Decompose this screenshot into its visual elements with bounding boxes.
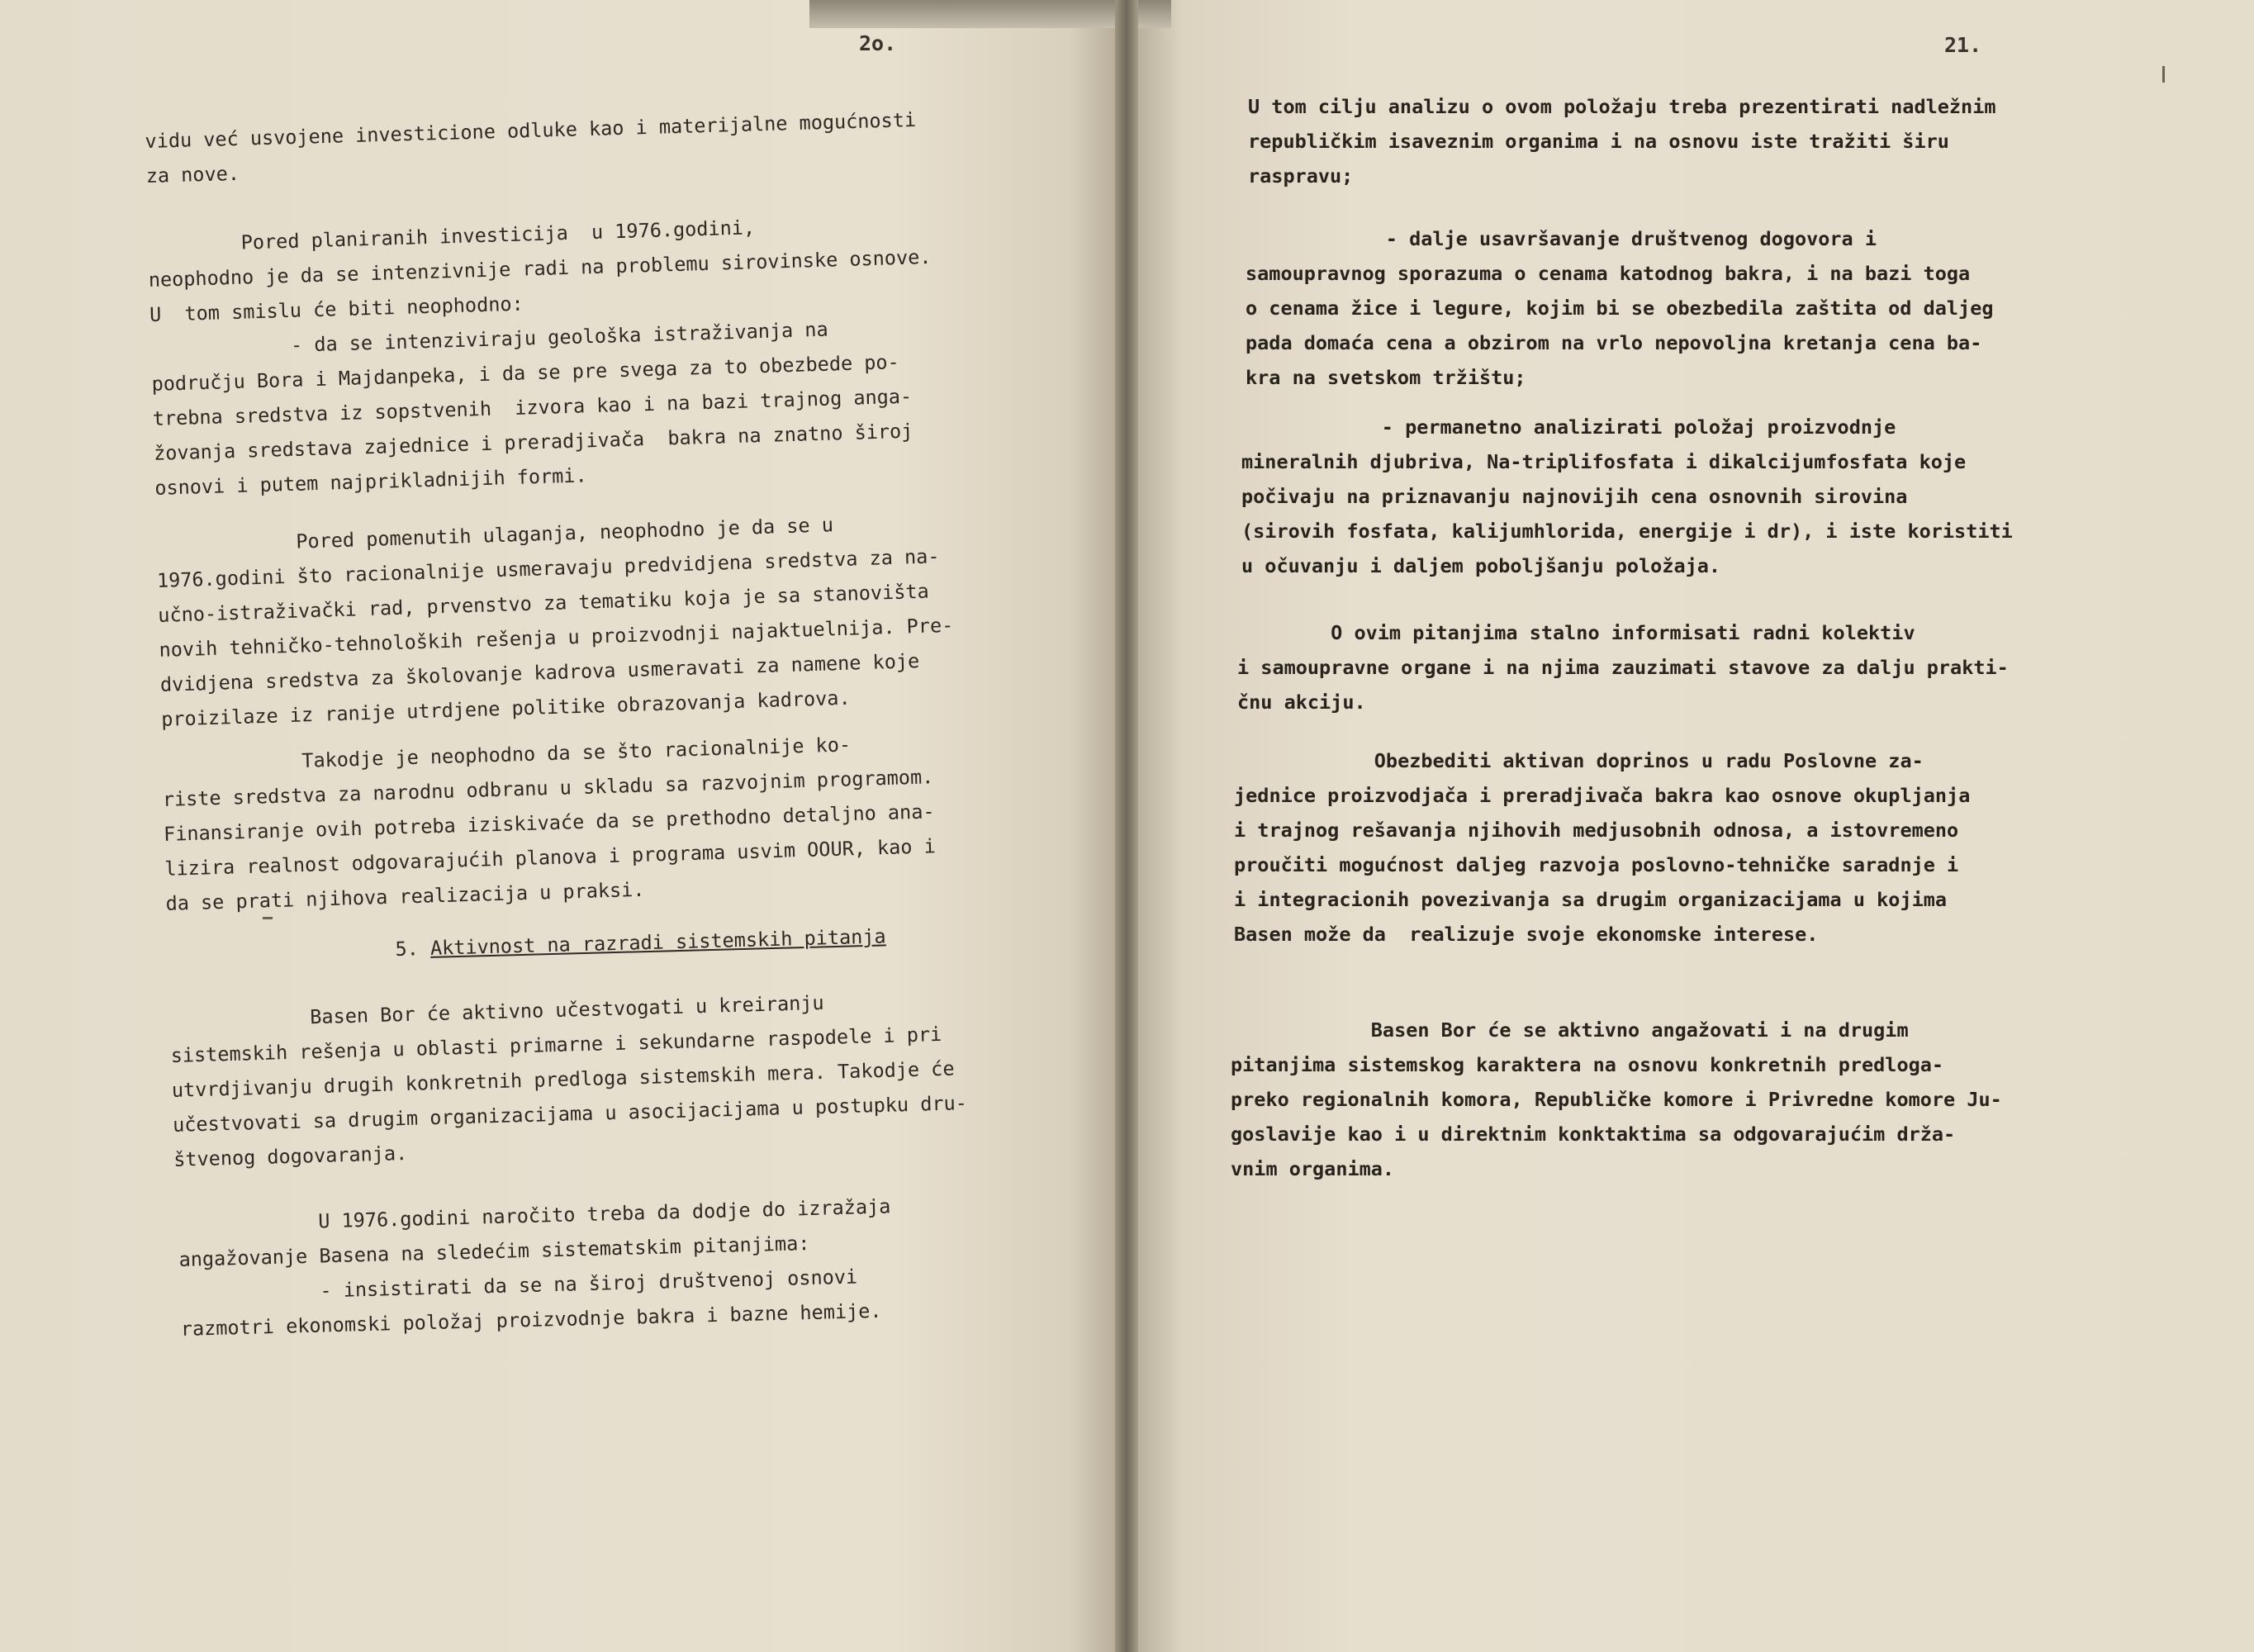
text-line: republičkim isaveznim organima i na osnovu iste tražiti širu [1248, 130, 1949, 153]
text-line: proučiti mogućnost daljeg razvoja poslovno-tehničke saradnje i [1234, 853, 1959, 876]
text-line: trebna sredstva iz sopstvenih izvora kao i na bazi trajnog anga- [152, 384, 913, 430]
text-line: o cenama žice i legure, kojim bi se obezbedila zaštita od daljeg [1246, 297, 1994, 320]
text-line: i trajnog rešavanja njihovih medjusobnih odnosa, a istovremeno [1234, 819, 1959, 842]
text-line: vidu već usvojene investicione odluke kao i materijalne mogućnosti [145, 107, 917, 153]
stray-mark [263, 917, 273, 919]
text-line: i samoupravne organe i na njima zauzimati stavove za dalju prakti- [1237, 656, 2009, 679]
text-line: pada domaća cena a obzirom na vrlo nepovoljna kretanja cena ba- [1246, 331, 1982, 354]
text-line: 1976.godini što racionalnije usmeravaju predvidjena sredstva za na- [156, 544, 940, 592]
text-line: počivaju na priznavanju najnovijih cena osnovnih sirovina [1241, 485, 1908, 508]
text-line: i integracionih povezivanja sa drugim organizacijama u kojima [1234, 888, 1948, 911]
text-line: vnim organima. [1231, 1157, 1395, 1180]
text-line: području Bora i Majdanpeka, i da se pre svega za to obezbede po- [151, 350, 900, 396]
heading-number: 5. [395, 937, 420, 961]
text-line: pitanjima sistemskog karaktera na osnovu konkretnih predloga- [1231, 1053, 1944, 1076]
text-line: Obezbediti aktivan doprinos u radu Poslovne za- [1234, 749, 1924, 772]
text-line: u očuvanju i daljem poboljšanju položaja. [1241, 554, 1721, 577]
paragraph-6 [178, 1189, 894, 1346]
page-number: 2o. [859, 31, 897, 55]
text-line: Basen Bor će aktivno učestvogati u kreiranju [169, 990, 824, 1032]
text-line: neophodno je da se intenzivnije radi na problemu sirovinske osnove. [148, 244, 932, 292]
paragraph-1 [145, 102, 918, 193]
torn-edge [1138, 0, 1171, 28]
text-line: da se prati njihova realizacija u praksi. [165, 877, 645, 915]
text-line: učno-istraživački rad, prvenstvo za tematiku koja je sa stanovišta [157, 579, 930, 627]
stray-mark [2162, 66, 2165, 83]
paragraph-3 [155, 504, 956, 737]
page-number: 21. [1944, 33, 1982, 57]
text-line: dvidjena sredstva za školovanje kadrova usmeravati za namene koje [159, 649, 920, 696]
text-line: Basen Bor će se aktivno angažovati i na drugim [1231, 1018, 1909, 1042]
left-page [0, 0, 1115, 1652]
heading-title: Aktivnost na razradi sistemskih pitanja [429, 924, 886, 960]
text-line: sistemskih rešenja u oblasti primarne i sekundarne raspodele i pri [170, 1022, 942, 1067]
section-heading [395, 919, 886, 966]
right-page [1138, 0, 2254, 1652]
paragraph-6 [1231, 1013, 2002, 1186]
text-line: jednice proizvodjača i preradjivača bakra kao osnove okupljanja [1234, 784, 1971, 807]
text-line: U tom cilju analizu o ovom položaju treba prezentirati nadležnim [1248, 95, 1996, 118]
text-line: razmotri ekonomski položaj proizvodnje bakra i bazne hemije. [180, 1298, 882, 1341]
text-line: Finansiranje ovih potreba iziskivaće da se prethodno detaljno ana- [163, 800, 935, 846]
text-line: raspravu; [1248, 164, 1354, 188]
text-line: samoupravnog sporazuma o cenama katodnog bakra, i na bazi toga [1246, 262, 1971, 285]
text-line: - permanetno analizirati položaj proizvodnje [1241, 415, 1896, 439]
paragraph-4 [1237, 615, 2009, 719]
text-line: kra na svetskom tržištu; [1246, 366, 1526, 389]
bleed-through-text [149, 1404, 695, 1437]
text-line: mineralnih djubriva, Na-triplifosfata i dikalcijumfosfata koje [1241, 450, 1967, 473]
text-line: riste sredstva za narodnu odbranu u skladu sa razvojnim programom. [162, 765, 934, 811]
text-line: preko regionalnih komora, Republičke komore i Privredne komore Ju- [1231, 1088, 2002, 1111]
text-line: čnu akciju. [1237, 691, 1366, 714]
paragraph-2 [1246, 221, 1993, 395]
text-line: Pored pomenutih ulaganja, neophodno je da se u [155, 513, 834, 558]
paragraph-5 [1234, 743, 1970, 952]
paragraph-3 [1241, 410, 2013, 583]
paragraph-5 [169, 981, 969, 1177]
paragraph-2 [147, 205, 937, 506]
book-gutter [1115, 0, 1138, 1652]
text-line: osnovi i putem najprikladnijih formi. [154, 463, 588, 500]
text-line: (sirovih fosfata, kalijumhlorida, energije i dr), i iste koristiti [1241, 520, 2013, 543]
text-line: - da se intenziviraju geološka istraživanja na [149, 317, 829, 361]
text-line: goslavije kao i u direktnim konktaktima sa odgovarajućim drža- [1231, 1123, 1956, 1146]
paragraph-4 [161, 724, 937, 921]
text-line: štvenog dogovaranja. [173, 1142, 408, 1171]
text-line: O ovim pitanjima stalno informisati radni kolektiv [1237, 621, 1915, 644]
text-line: žovanja sredstava zajednice i preradjivača bakra na znatno široj [153, 419, 913, 465]
text-line: proizilaze iz ranije utrdjene politike obrazovanja kadrova. [160, 686, 852, 731]
torn-edge [809, 0, 1115, 28]
text-line: za nove. [145, 161, 240, 188]
text-line: U tom smislu će biti neophodno: [149, 292, 524, 326]
text-line: Basen može da realizuje svoje ekonomske interese. [1234, 923, 1819, 946]
text-line: utvrdjivanju drugih konkretnih predloga sistemskih mera. Takodje će [171, 1056, 955, 1102]
text-line: učestvovati sa drugim organizacijama u asocijacijama u postupku dru- [172, 1091, 968, 1137]
text-line: - insistirati da se na široj društvenoj osnovi [179, 1265, 858, 1306]
paragraph-1 [1248, 89, 1995, 193]
text-line: lizira realnost odgovarajućih planova i programa usvim OOUR, kao i [164, 834, 937, 881]
text-line: - dalje usavršavanje društvenog dogovora i [1246, 227, 1877, 250]
text-line: U 1976.godini naročito treba da dodje do izražaja [178, 1194, 891, 1237]
text-line: Pored planiranih investicija u 1976.godini, [147, 216, 756, 257]
text-line: novih tehničko-tehnoloških rešenja u proizvodnji najaktuelnija. Pre- [159, 613, 954, 662]
text-line: angažovanje Basena na sledećim sistematskim pitanjima: [178, 1231, 810, 1271]
text-line: Takodje je neophodno da se što racionalnije ko- [161, 733, 852, 776]
